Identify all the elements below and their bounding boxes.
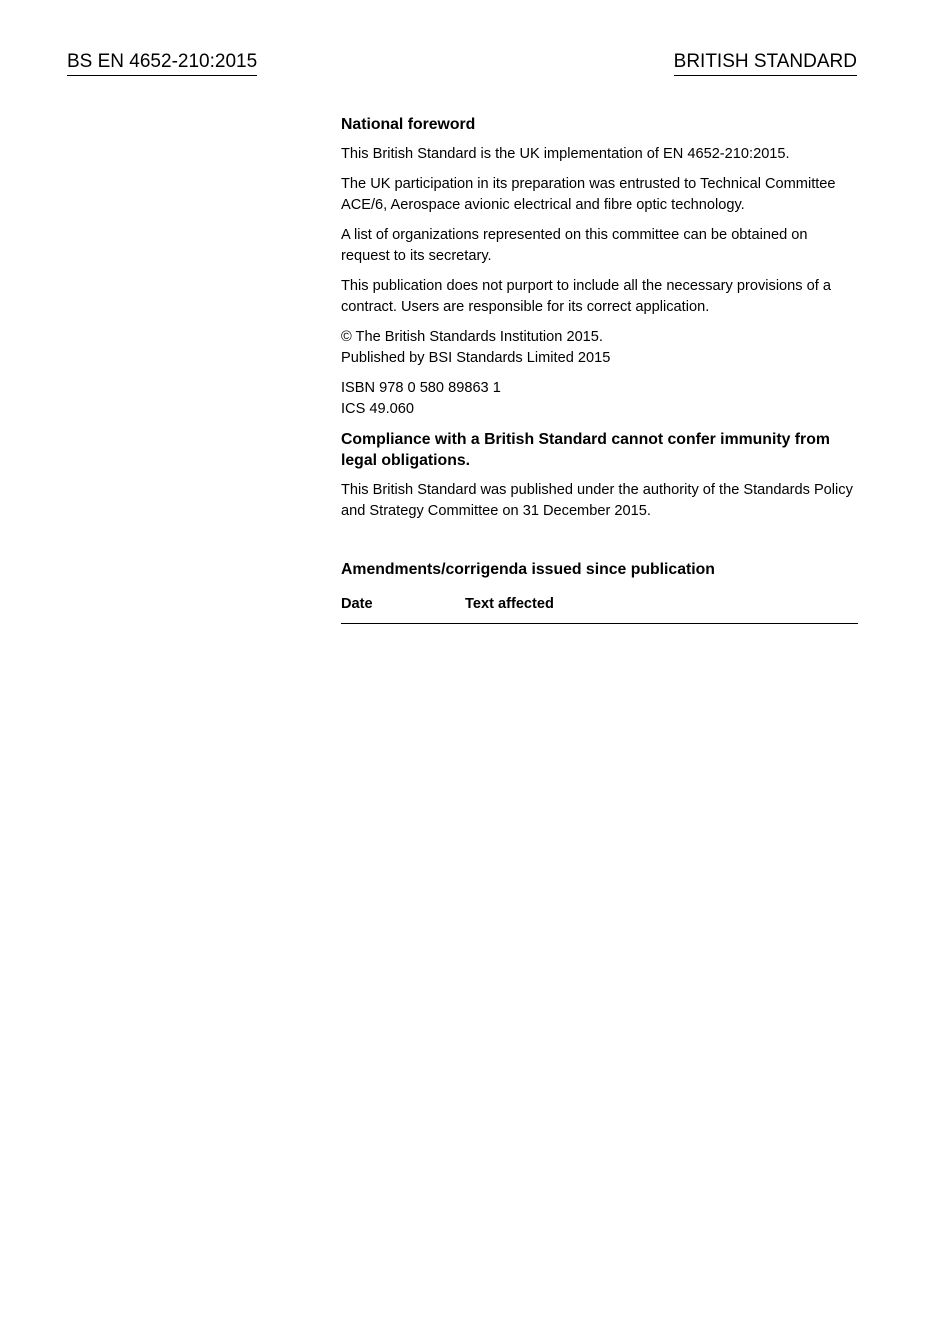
foreword-paragraph-provisions: This publication does not purport to include all the necessary provisions of a contract. Users are responsible for its correct application. [341,278,831,315]
identifier-block [341,378,858,420]
publisher-line: Published by BSI Standards Limited 2015 [341,350,611,366]
national-foreword [341,114,858,624]
column-header-text-affected: Text affected [465,594,858,624]
isbn: ISBN 978 0 580 89863 1 [341,380,501,396]
amendments-table [341,594,858,624]
copyright-line: © The British Standards Institution 2015. [341,329,603,345]
foreword-paragraph-organizations: A list of organizations represented on this committee can be obtained on request to its secretary. [341,227,808,264]
copyright-block [341,327,858,369]
foreword-paragraph-implementation: This British Standard is the UK implementation of EN 4652-210:2015. [341,146,790,162]
foreword-paragraph-committee: The UK participation in its preparation was entrusted to Technical Committee ACE/6, Aerospace avionic electrical and fibre optic technology. [341,176,836,213]
amendments-header-row [341,594,858,624]
column-header-date: Date [341,594,465,624]
document-number: BS EN 4652-210:2015 [67,50,257,76]
amendments-title: Amendments/corrigenda issued since publication [341,561,715,578]
compliance-statement: Compliance with a British Standard cannot confer immunity from legal obligations. [341,431,830,469]
foreword-title: National foreword [341,116,476,133]
ics-code: ICS 49.060 [341,401,415,417]
document-type: BRITISH STANDARD [674,50,857,76]
authority-statement: This British Standard was published under the authority of the Standards Policy and Strategy Committee on 31 December 2015. [341,482,853,519]
